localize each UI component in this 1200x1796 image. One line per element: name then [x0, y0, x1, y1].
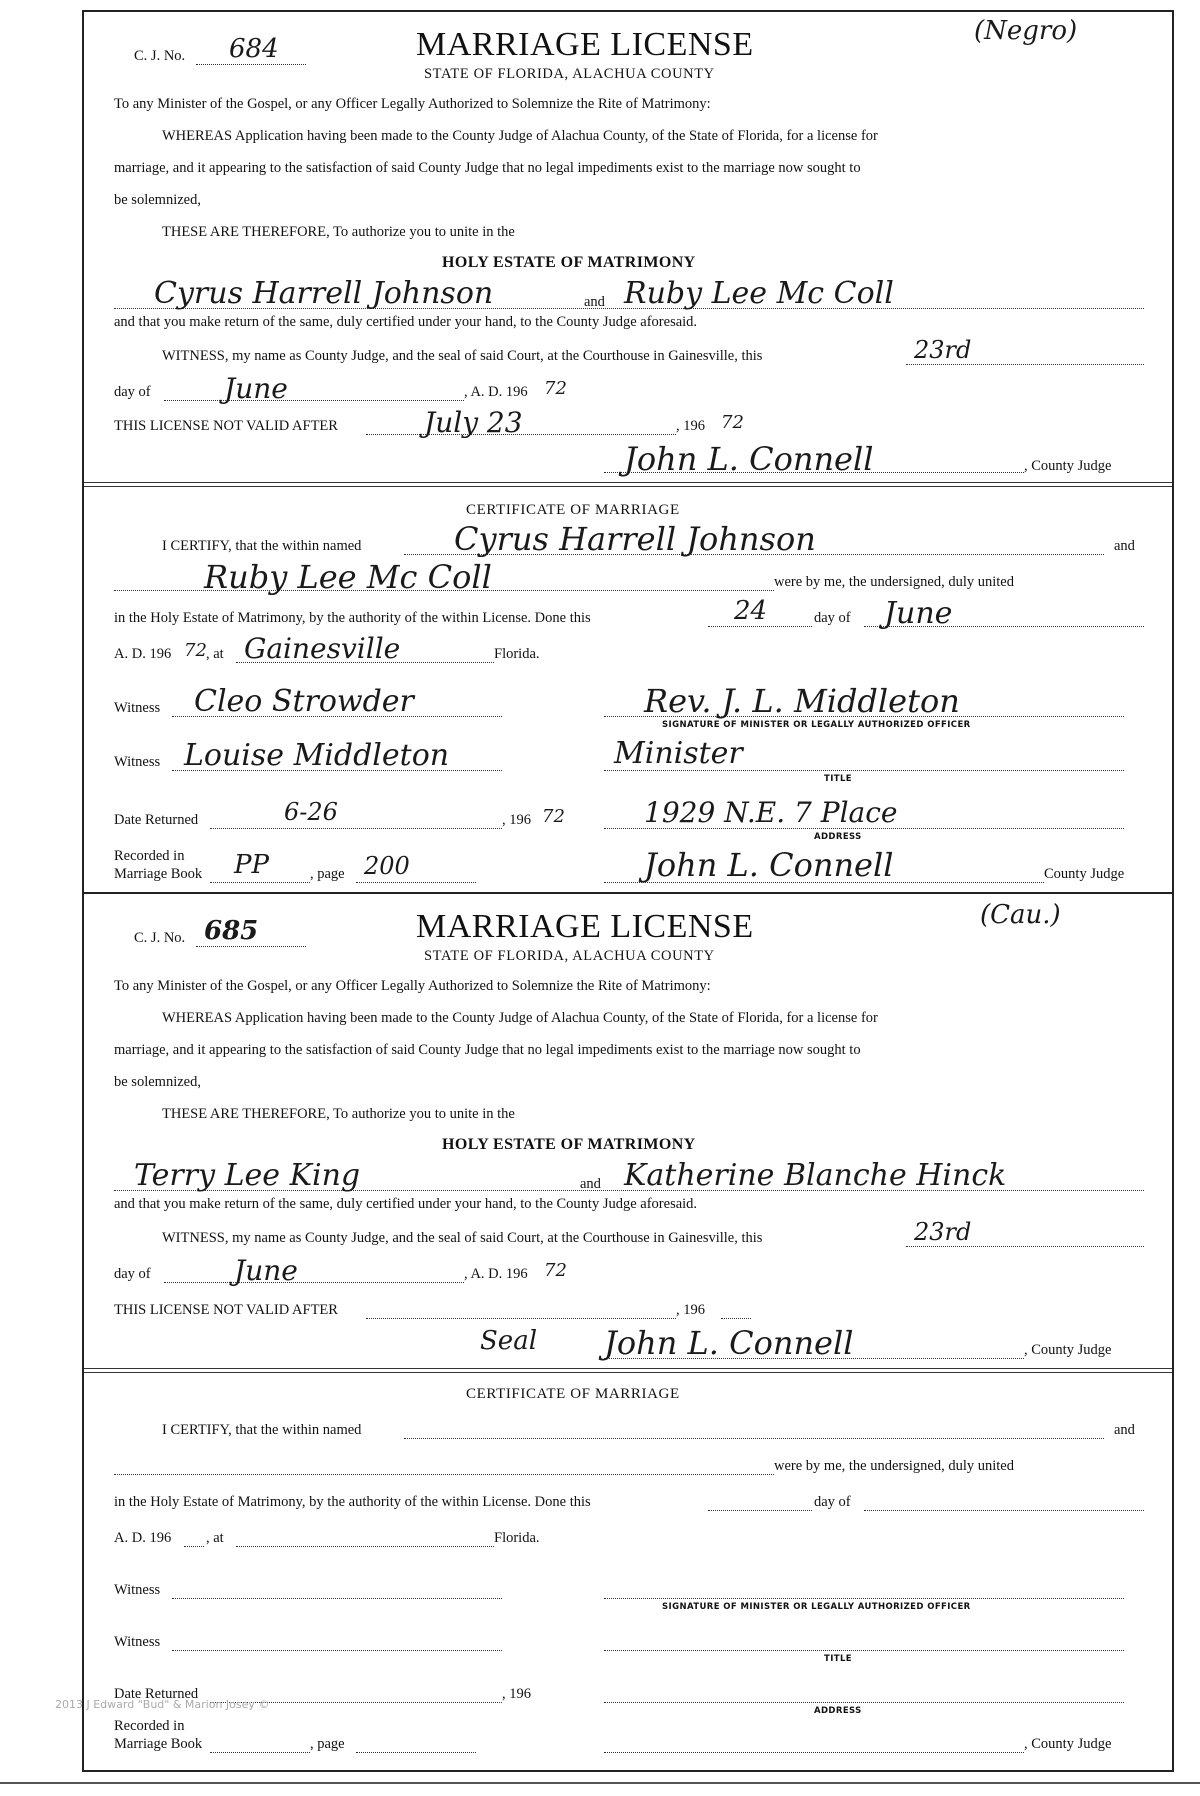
- cert-and: and: [1114, 1422, 1135, 1438]
- county-judge-label: , County Judge: [1024, 458, 1112, 474]
- judge-signature: John L. Connell: [604, 1324, 854, 1362]
- cert-day-of: day of: [814, 610, 851, 626]
- page-label: , page: [310, 866, 345, 882]
- title-line: [604, 1650, 1124, 1651]
- cert-name-1: Cyrus Harrell Johnson: [454, 520, 816, 558]
- date-returned-label: Date Returned: [114, 812, 199, 828]
- county-judge-label-2: , County Judge: [1024, 1736, 1112, 1752]
- county-judge-label: , County Judge: [1024, 1342, 1112, 1358]
- witness-label-2: Witness: [114, 1634, 161, 1650]
- certificate-heading: CERTIFICATE OF MARRIAGE: [466, 1386, 680, 1402]
- month-value: June: [234, 1254, 298, 1287]
- divider: [84, 486, 1172, 487]
- seal-mark: Seal: [480, 1326, 538, 1356]
- returned-dots: [210, 828, 502, 829]
- returned-year: 72: [542, 806, 565, 827]
- sig-label: SIGNATURE OF MINISTER OR LEGALLY AUTHORIZED OFFICER: [662, 720, 971, 730]
- address-value: 1929 N.E. 7 Place: [644, 796, 898, 829]
- witness-dots-1: [172, 1598, 502, 1599]
- cert-at: , at: [206, 1530, 224, 1546]
- address-label: ADDRESS: [814, 1706, 862, 1716]
- day-of-label: day of: [114, 1266, 151, 1282]
- cj-number: 684: [229, 34, 279, 64]
- cert-florida: Florida.: [494, 646, 540, 662]
- not-valid-label: THIS LICENSE NOT VALID AFTER: [114, 1302, 338, 1318]
- scan-edge: [0, 1782, 1200, 1792]
- not-valid-year: 72: [721, 412, 744, 433]
- cert-place: Gainesville: [244, 632, 401, 665]
- not-valid-year-prefix: , 196: [676, 418, 705, 434]
- minister-sig-line: [604, 1598, 1124, 1599]
- whereas-line-3: be solemnized,: [114, 1074, 201, 1090]
- year-value: 72: [544, 1260, 567, 1281]
- year-value: 72: [544, 378, 567, 399]
- page-dots: [356, 882, 476, 883]
- minister-signature: Rev. J. L. Middleton: [644, 682, 960, 720]
- title-label: TITLE: [824, 1654, 852, 1664]
- to-any-line: To any Minister of the Gospel, or any Officer Legally Authorized to Solemnize the Rite of Matrimony:: [114, 96, 711, 112]
- return-line: and that you make return of the same, duly certified under your hand, to the County Judge aforesaid.: [114, 1196, 698, 1212]
- and-word: and: [584, 294, 605, 310]
- witness-label-2: Witness: [114, 754, 161, 770]
- cj-label: C. J. No.: [134, 930, 186, 946]
- title-value: Minister: [614, 736, 743, 771]
- done-day-dots: [708, 1510, 812, 1511]
- title-label: TITLE: [824, 774, 852, 784]
- groom-name: Cyrus Harrell Johnson: [154, 276, 494, 311]
- page-value: 200: [364, 852, 410, 880]
- county-judge-label-2: County Judge: [1044, 866, 1125, 882]
- marriage-book-label: Marriage Book: [114, 1736, 203, 1752]
- book-value: PP: [234, 850, 269, 880]
- cert-day-of: day of: [814, 1494, 851, 1510]
- cj-dots: [196, 64, 306, 65]
- day-dots: [906, 364, 1144, 365]
- groom-name: Terry Lee King: [134, 1158, 361, 1193]
- corner-note: (Negro): [974, 16, 1078, 46]
- done-day: 24: [734, 596, 768, 626]
- cert-ad: A. D. 196: [114, 1530, 172, 1546]
- returned-year-prefix: , 196: [502, 1686, 531, 1702]
- copyright-watermark: 2013 J Edward "Bud" & Marion Josey ©: [55, 1698, 270, 1711]
- cj-label: C. J. No.: [134, 48, 186, 64]
- recorded-in-label: Recorded in: [114, 1718, 185, 1734]
- witness-line: WITNESS, my name as County Judge, and the seal of said Court, at the Courthouse in Gainesville, this: [162, 348, 763, 364]
- day-dots: [906, 1246, 1144, 1247]
- cert-and: and: [1114, 538, 1135, 554]
- place-dots: [236, 1546, 494, 1547]
- judge-signature: John L. Connell: [624, 440, 874, 478]
- cj-dots: [196, 946, 306, 947]
- month-dots: [164, 1282, 464, 1283]
- witness-line: WITNESS, my name as County Judge, and the seal of said Court, at the Courthouse in Gainesville, this: [162, 1230, 763, 1246]
- cert-ad-year: 72: [184, 640, 207, 661]
- united-label: were by me, the undersigned, duly united: [774, 574, 1014, 590]
- cert-ad: A. D. 196: [114, 646, 172, 662]
- whereas-line-2: marriage, and it appearing to the satisfaction of said County Judge that no legal impediments exist to the marriage now sought to: [114, 160, 861, 176]
- certificate-heading: CERTIFICATE OF MARRIAGE: [466, 502, 680, 518]
- license-state: STATE OF FLORIDA, ALACHUA COUNTY: [424, 948, 715, 964]
- date-returned-label: Date Returned: [114, 1686, 199, 1702]
- judge-sig-line-2: [604, 1752, 1024, 1753]
- witness-label-1: Witness: [114, 1582, 161, 1598]
- bride-name: Ruby Lee Mc Coll: [624, 276, 894, 311]
- day-number: 23rd: [914, 336, 972, 364]
- name2-dots: [114, 1474, 774, 1475]
- ad-label: , A. D. 196: [464, 384, 528, 400]
- book-dots: [210, 882, 310, 883]
- cj-number: 685: [204, 916, 259, 946]
- month-dots: [164, 400, 464, 401]
- license-title: MARRIAGE LICENSE: [416, 908, 754, 945]
- witness-1-name: Cleo Strowder: [194, 684, 414, 719]
- holy-line: in the Holy Estate of Matrimony, by the authority of the within License. Done this: [114, 1494, 591, 1510]
- not-valid-date: July 23: [424, 406, 523, 439]
- to-any-line: To any Minister of the Gospel, or any Officer Legally Authorized to Solemnize the Rite of Matrimony:: [114, 978, 711, 994]
- whereas-line-1: WHEREAS Application having been made to the County Judge of Alachua County, of the State of Florida, for a license for: [162, 128, 878, 144]
- holy-estate-heading: HOLY ESTATE OF MATRIMONY: [442, 1136, 696, 1153]
- divider: [84, 1368, 1172, 1369]
- bride-name: Katherine Blanche Hinck: [624, 1158, 1007, 1193]
- page-label: , page: [310, 1736, 345, 1752]
- sig-label: SIGNATURE OF MINISTER OR LEGALLY AUTHORIZED OFFICER: [662, 1602, 971, 1612]
- witness-label-1: Witness: [114, 700, 161, 716]
- and-word: and: [580, 1176, 601, 1192]
- certify-label: I CERTIFY, that the within named: [162, 538, 362, 554]
- divider: [84, 482, 1172, 483]
- therefore-line: THESE ARE THEREFORE, To authorize you to unite in the: [162, 224, 515, 240]
- address-line: [604, 1702, 1124, 1703]
- not-valid-year-prefix: , 196: [676, 1302, 705, 1318]
- not-valid-year-dots: [721, 1318, 751, 1319]
- cert-name-2: Ruby Lee Mc Coll: [204, 558, 492, 596]
- marriage-book-label: Marriage Book: [114, 866, 203, 882]
- judge-signature-2: John L. Connell: [644, 846, 894, 884]
- united-label: were by me, the undersigned, duly united: [774, 1458, 1014, 1474]
- section-divider: [84, 892, 1172, 894]
- day-of-label: day of: [114, 384, 151, 400]
- month-value: June: [224, 372, 288, 405]
- therefore-line: THESE ARE THEREFORE, To authorize you to unite in the: [162, 1106, 515, 1122]
- certify-label: I CERTIFY, that the within named: [162, 1422, 362, 1438]
- page-dots: [356, 1752, 476, 1753]
- witness-dots-2: [172, 1650, 502, 1651]
- book-dots: [210, 1752, 310, 1753]
- day-number: 23rd: [914, 1218, 972, 1246]
- certify-dots: [404, 1438, 1104, 1439]
- whereas-line-3: be solemnized,: [114, 192, 201, 208]
- whereas-line-2: marriage, and it appearing to the satisfaction of said County Judge that no legal impediments exist to the marriage now sought to: [114, 1042, 861, 1058]
- cert-florida: Florida.: [494, 1530, 540, 1546]
- not-valid-label: THIS LICENSE NOT VALID AFTER: [114, 418, 338, 434]
- witness-2-name: Louise Middleton: [184, 738, 450, 773]
- returned-value: 6-26: [284, 798, 338, 826]
- done-day-dots: [708, 626, 812, 627]
- corner-note: (Cau.): [980, 900, 1061, 930]
- address-label: ADDRESS: [814, 832, 862, 842]
- return-line: and that you make return of the same, duly certified under your hand, to the County Judge aforesaid.: [114, 314, 698, 330]
- cert-at: , at: [206, 646, 224, 662]
- ad-label: , A. D. 196: [464, 1266, 528, 1282]
- license-state: STATE OF FLORIDA, ALACHUA COUNTY: [424, 66, 715, 82]
- license-title: MARRIAGE LICENSE: [416, 26, 754, 63]
- returned-year-prefix: , 196: [502, 812, 531, 828]
- whereas-line-1: WHEREAS Application having been made to the County Judge of Alachua County, of the State of Florida, for a license for: [162, 1010, 878, 1026]
- holy-estate-heading: HOLY ESTATE OF MATRIMONY: [442, 254, 696, 271]
- done-month-dots: [864, 1510, 1144, 1511]
- document-page: [82, 10, 1174, 1772]
- divider: [84, 1372, 1172, 1373]
- holy-line: in the Holy Estate of Matrimony, by the authority of the within License. Done this: [114, 610, 591, 626]
- not-valid-dots: [366, 1318, 676, 1319]
- done-month: June: [884, 596, 953, 631]
- recorded-in-label: Recorded in: [114, 848, 185, 864]
- ad-year-dots: [184, 1546, 204, 1547]
